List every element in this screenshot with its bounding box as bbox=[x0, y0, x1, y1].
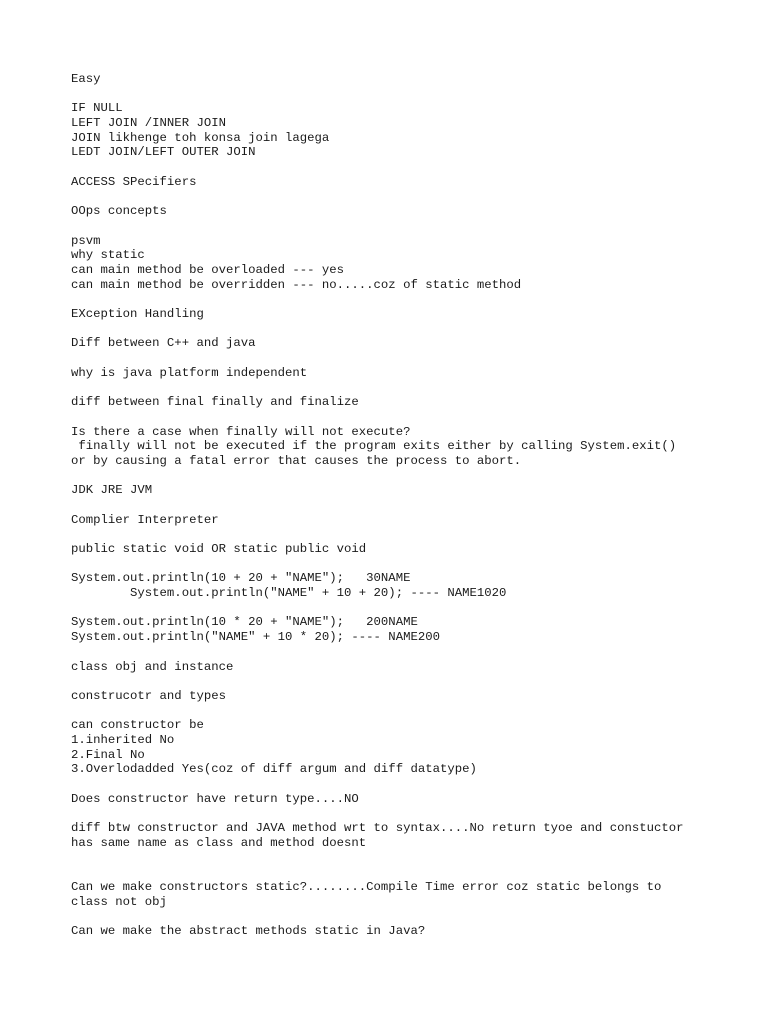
text-line: EXception Handling bbox=[71, 307, 204, 321]
text-line: JDK JRE JVM bbox=[71, 483, 153, 498]
text-line: can constructor be bbox=[71, 718, 204, 733]
blank-line bbox=[71, 850, 731, 865]
text-line: LEFT JOIN /INNER JOIN bbox=[71, 116, 226, 131]
text-line: System.out.println("NAME" + 10 * 20); ---- NAME200 bbox=[71, 630, 440, 645]
blank-line bbox=[71, 865, 731, 880]
document-body bbox=[71, 72, 731, 939]
text-line: psvm bbox=[71, 233, 101, 248]
blank-line bbox=[71, 909, 731, 924]
text-line: System.out.println(10 + 20 + "NAME"); 30NAME bbox=[71, 571, 411, 586]
text-line: JOIN likhenge toh konsa join lagega bbox=[71, 130, 330, 145]
text-line: Can we make the abstract methods static in Java? bbox=[71, 923, 426, 938]
text-line: diff between final finally and finalize bbox=[71, 395, 359, 410]
blank-line bbox=[71, 87, 731, 102]
blank-line bbox=[71, 351, 731, 366]
text-line: why static bbox=[71, 248, 145, 263]
text-line: why is java platform independent bbox=[71, 365, 308, 380]
blank-line bbox=[71, 469, 731, 484]
blank-line bbox=[71, 380, 731, 395]
blank-line bbox=[71, 527, 731, 542]
blank-line bbox=[71, 557, 731, 572]
text-line: finally will not be executed if the program exits either by calling System.exit() bbox=[71, 439, 677, 454]
blank-line bbox=[71, 601, 731, 616]
text-line: OOps concepts bbox=[71, 204, 167, 219]
blank-line bbox=[71, 190, 731, 205]
blank-line bbox=[71, 160, 731, 175]
blank-line bbox=[71, 410, 731, 425]
text-line: IF NULL bbox=[71, 101, 123, 116]
text-line: Complier Interpreter bbox=[71, 512, 219, 527]
text-line: 3.Overlodadded Yes(coz of diff argum and diff datatype) bbox=[71, 762, 477, 777]
text-line: Is there a case when finally will not execute? bbox=[71, 424, 411, 439]
blank-line bbox=[71, 806, 731, 821]
text-line: has same name as class and method doesnt bbox=[71, 835, 367, 850]
text-line: class obj and instance bbox=[71, 659, 234, 674]
text-line: Diff between C++ and java bbox=[71, 336, 256, 351]
text-line: 2.Final No bbox=[71, 747, 145, 762]
blank-line bbox=[71, 674, 731, 689]
text-line: LEDT JOIN/LEFT OUTER JOIN bbox=[71, 145, 256, 160]
blank-line bbox=[71, 704, 731, 719]
text-line: Easy bbox=[71, 72, 101, 86]
blank-line bbox=[71, 219, 731, 234]
blank-line bbox=[71, 645, 731, 660]
text-line: construcotr and types bbox=[71, 688, 226, 703]
text-line: Does constructor have return type....NO bbox=[71, 791, 359, 806]
text-line: ACCESS SPecifiers bbox=[71, 174, 197, 189]
text-line: can main method be overloaded --- yes bbox=[71, 262, 345, 277]
text-line: can main method be overridden --- no.....coz of static method bbox=[71, 277, 522, 292]
blank-line bbox=[71, 777, 731, 792]
text-line: System.out.println("NAME" + 10 + 20); ---- NAME1020 bbox=[71, 586, 507, 601]
blank-line bbox=[71, 322, 731, 337]
text-line: public static void OR static public void bbox=[71, 542, 367, 556]
blank-line bbox=[71, 498, 731, 513]
text-line: or by causing a fatal error that causes the process to abort. bbox=[71, 453, 522, 468]
blank-line bbox=[71, 292, 731, 307]
text-line: class not obj bbox=[71, 894, 167, 909]
text-line: 1.inherited No bbox=[71, 732, 175, 747]
text-line: diff btw constructor and JAVA method wrt to syntax....No return tyoe and constuctor bbox=[71, 821, 684, 836]
text-line: Can we make constructors static?........Compile Time error coz static belongs to bbox=[71, 879, 662, 894]
text-line: System.out.println(10 * 20 + "NAME"); 200NAME bbox=[71, 615, 418, 630]
